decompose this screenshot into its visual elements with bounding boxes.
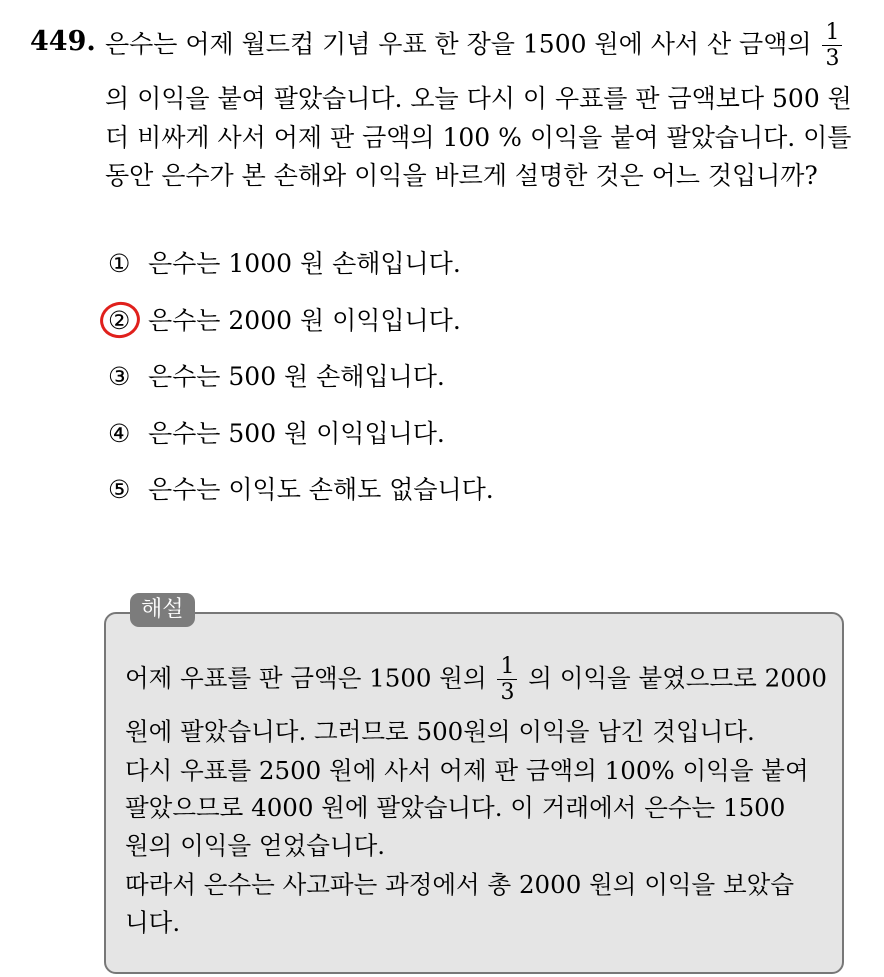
explanation-line-1 bbox=[125, 656, 827, 704]
question-line-2: 의 이익을 붙여 팔았습니다. 오늘 다시 이 우표를 판 금액보다 500 원 bbox=[105, 84, 852, 113]
explanation-fraction-denominator: 3 bbox=[500, 680, 515, 705]
choice-1-mark: ① bbox=[108, 249, 131, 278]
choice-5-mark: ⑤ bbox=[108, 475, 131, 504]
choice-3-mark: ③ bbox=[108, 362, 131, 391]
explanation-line-2: 원에 팔았습니다. 그러므로 500원의 이익을 남긴 것입니다. bbox=[125, 717, 755, 746]
explanation-line-5: 원의 이익을 얻었습니다. bbox=[125, 831, 386, 860]
choice-2[interactable] bbox=[108, 301, 494, 358]
choice-2-mark: ② bbox=[108, 305, 131, 335]
explanation-line-4: 팔았으므로 4000 원에 팔았습니다. 이 거래에서 은수는 1500 bbox=[125, 793, 786, 822]
explanation-tag: 해설 bbox=[130, 593, 195, 627]
explanation-line-6: 따라서 은수는 사고파는 과정에서 총 2000 원의 이익을 보았습 bbox=[125, 870, 794, 899]
choice-5-text: 은수는 이익도 손해도 없습니다. bbox=[148, 475, 494, 504]
question-line-3: 더 비싸게 사서 어제 판 금액의 100 % 이익을 붙여 팔았습니다. 이틀 bbox=[105, 123, 852, 152]
choice-1[interactable] bbox=[108, 244, 494, 301]
fraction-one-third bbox=[822, 22, 842, 70]
explanation-line-7: 니다. bbox=[125, 908, 181, 937]
explanation-line-1b: 의 이익을 붙였으므로 2000 bbox=[528, 663, 827, 693]
question-line-1 bbox=[105, 22, 845, 70]
choice-1-text: 은수는 1000 원 손해입니다. bbox=[148, 249, 461, 278]
choice-5[interactable] bbox=[108, 470, 494, 527]
choice-2-text: 은수는 2000 원 이익입니다. bbox=[148, 305, 461, 335]
problem-number: 449. bbox=[30, 26, 96, 57]
fraction-denominator: 3 bbox=[825, 46, 840, 71]
explanation-fraction bbox=[497, 656, 517, 704]
question-line-4: 동안 은수가 본 손해와 이익을 바르게 설명한 것은 어느 것입니까? bbox=[105, 161, 818, 190]
choice-4[interactable] bbox=[108, 414, 494, 471]
choice-4-text: 은수는 500 원 이익입니다. bbox=[148, 418, 445, 448]
answer-choices bbox=[108, 244, 494, 527]
explanation-line-1a: 어제 우표를 판 금액은 1500 원의 bbox=[125, 663, 487, 693]
fraction-numerator: 1 bbox=[822, 22, 842, 46]
question-line-1-text: 은수는 어제 월드컵 기념 우표 한 장을 1500 원에 사서 산 금액의 bbox=[105, 29, 812, 59]
explanation-line-3: 다시 우표를 2500 원에 사서 어제 판 금액의 100% 이익을 붙여 bbox=[125, 756, 809, 785]
explanation-fraction-numerator: 1 bbox=[497, 656, 517, 680]
choice-3-text: 은수는 500 원 손해입니다. bbox=[148, 362, 445, 391]
choice-4-mark: ④ bbox=[108, 418, 131, 448]
choice-3[interactable] bbox=[108, 357, 494, 414]
